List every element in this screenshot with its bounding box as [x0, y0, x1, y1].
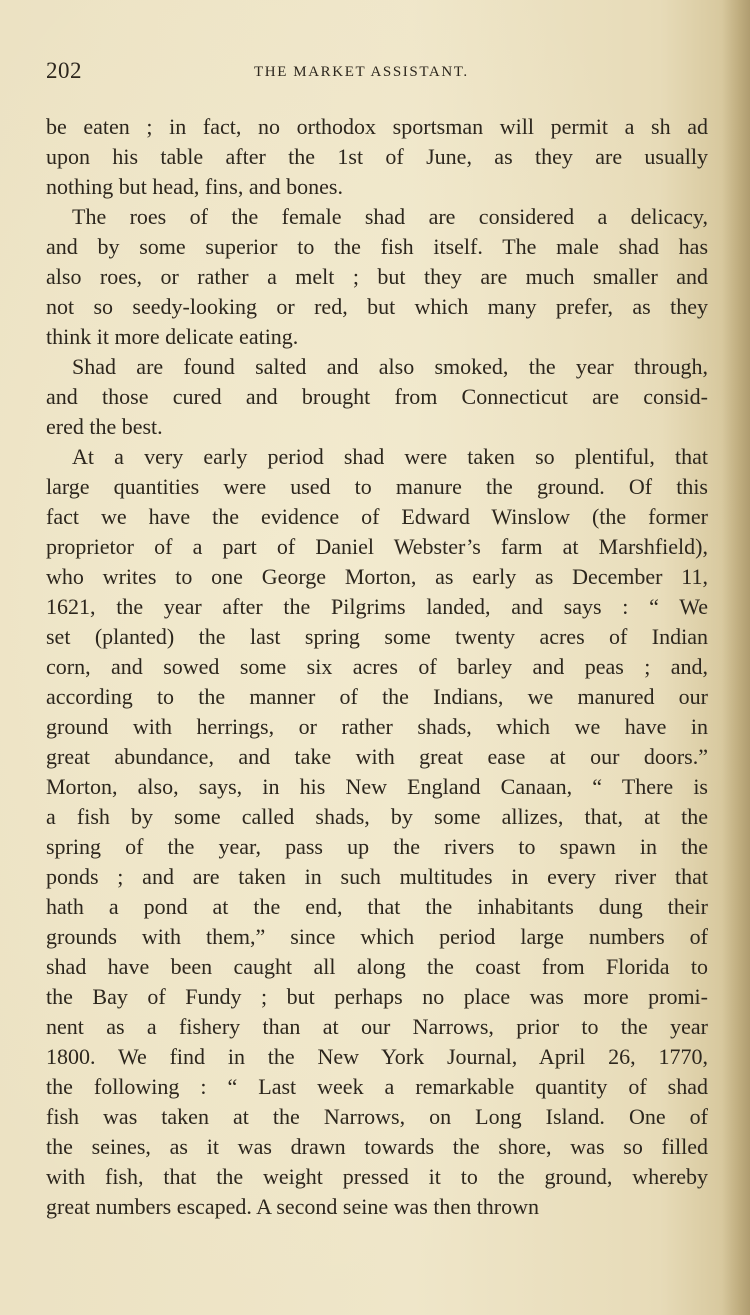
text-line: ponds ; and are taken in such multitudes in every river that [46, 864, 708, 889]
text-line: set (planted) the last spring some twenty acres of Indian [46, 624, 708, 649]
text-line: Morton, also, says, in his New England Canaan, “ There is [46, 774, 708, 799]
page-header [46, 58, 706, 92]
text-line: The roes of the female shad are considered a delicacy, [72, 204, 708, 229]
text-line: nent as a fishery than at our Narrows, prior to the year [46, 1014, 708, 1039]
page-number: 202 [46, 58, 82, 83]
text-line: large quantities were used to manure the ground. Of this [46, 474, 708, 499]
text-line: 1800. We find in the New York Journal, April 26, 1770, [46, 1044, 708, 1069]
text-line: great numbers escaped. A second seine was then thrown [46, 1194, 540, 1219]
text-line: with fish, that the weight pressed it to the ground, whereby [46, 1164, 708, 1189]
text-line: the Bay of Fundy ; but perhaps no place was more promi- [46, 984, 708, 1009]
text-line: hath a pond at the end, that the inhabitants dung their [46, 894, 708, 919]
text-line: upon his table after the 1st of June, as they are usually [46, 144, 708, 169]
text-line: and by some superior to the fish itself. The male shad has [46, 234, 708, 259]
text-line: not so seedy-looking or red, but which many prefer, as they [46, 294, 708, 319]
text-line: the following : “ Last week a remarkable quantity of shad [46, 1074, 708, 1099]
text-line: be eaten ; in fact, no orthodox sportsman will permit a sh ad [46, 114, 708, 139]
text-line: shad have been caught all along the coast from Florida to [46, 954, 708, 979]
text-line: nothing but head, fins, and bones. [46, 174, 343, 199]
text-line: a fish by some called shads, by some allizes, that, at the [46, 804, 708, 829]
text-line: ground with herrings, or rather shads, which we have in [46, 714, 708, 739]
text-line: the seines, as it was drawn towards the shore, was so filled [46, 1134, 708, 1159]
body-text [46, 112, 708, 1222]
text-line: 1621, the year after the Pilgrims landed, and says : “ We [46, 594, 708, 619]
text-line: and those cured and brought from Connecticut are consid- [46, 384, 708, 409]
text-line: ered the best. [46, 414, 163, 439]
text-line: great abundance, and take with great ease at our doors.” [46, 744, 708, 769]
running-head: THE MARKET ASSISTANT. [254, 64, 469, 80]
text-line: fish was taken at the Narrows, on Long Island. One of [46, 1104, 708, 1129]
text-line: fact we have the evidence of Edward Winslow (the former [46, 504, 708, 529]
text-line: according to the manner of the Indians, we manured our [46, 684, 708, 709]
text-line: spring of the year, pass up the rivers to spawn in the [46, 834, 708, 859]
text-line: also roes, or rather a melt ; but they are much smaller and [46, 264, 708, 289]
text-line: At a very early period shad were taken so plentiful, that [72, 444, 708, 469]
text-line: Shad are found salted and also smoked, the year through, [72, 354, 708, 379]
text-line: think it more delicate eating. [46, 324, 299, 349]
text-line: grounds with them,” since which period large numbers of [46, 924, 708, 949]
text-line: proprietor of a part of Daniel Webster’s farm at Marshfield), [46, 534, 708, 559]
text-line: who writes to one George Morton, as early as December 11, [46, 564, 708, 589]
page-edge-shadow [722, 0, 750, 1315]
text-line: corn, and sowed some six acres of barley and peas ; and, [46, 654, 708, 679]
